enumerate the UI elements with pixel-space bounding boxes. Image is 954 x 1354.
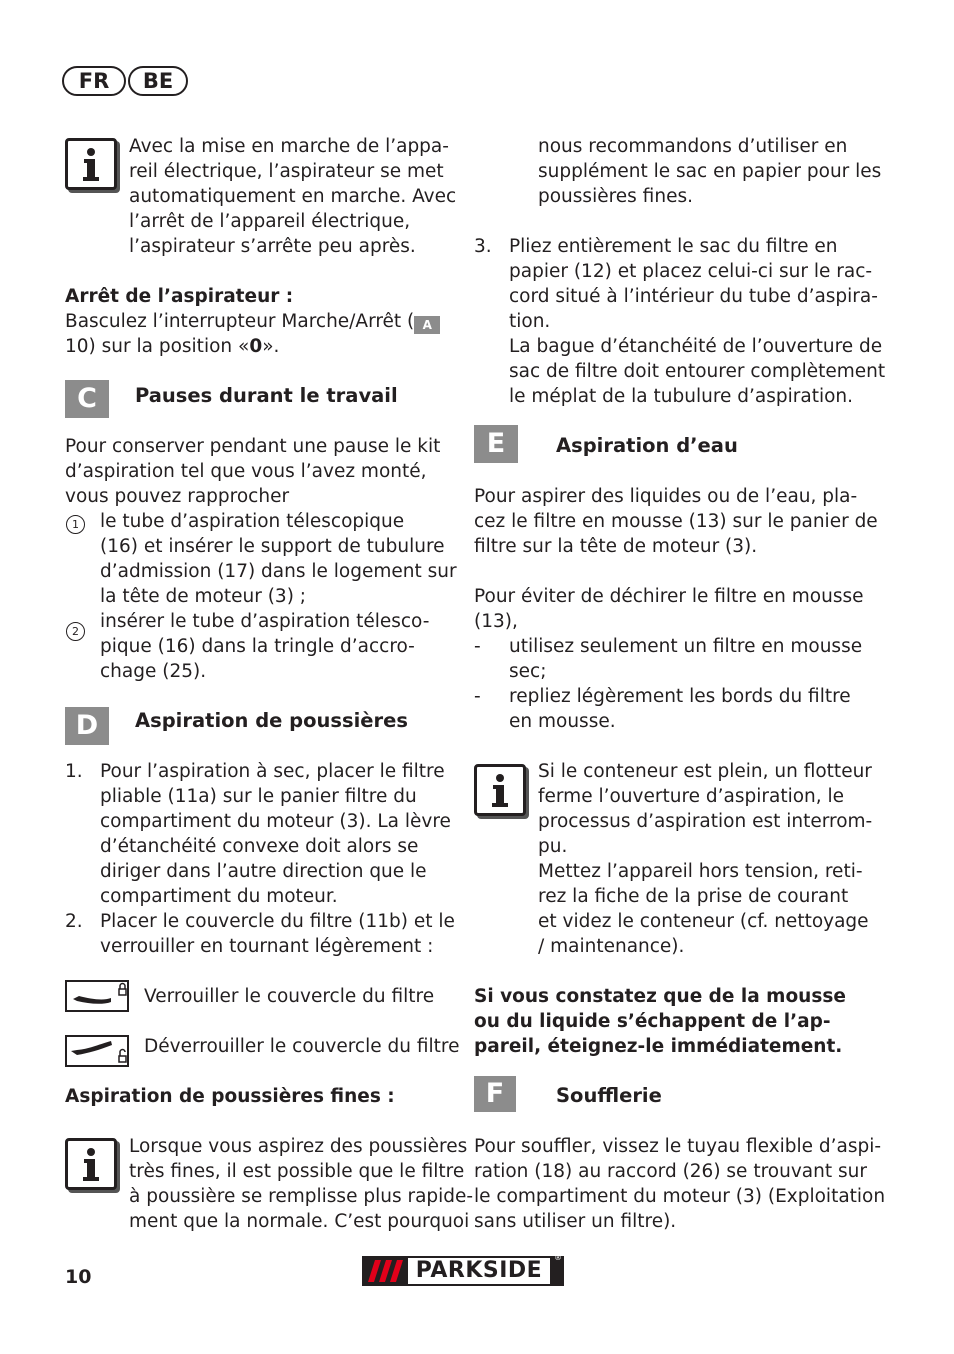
section-title-f: Soufflerie xyxy=(556,1084,662,1107)
paragraph-line: sans utiliser un filtre). xyxy=(474,1211,677,1232)
unlock-icon xyxy=(65,1035,129,1067)
lock-label: Verrouiller le couvercle du filtre xyxy=(144,986,435,1007)
step-line: tion. xyxy=(509,311,551,332)
info-text-line: l’aspirateur s’arrête peu après. xyxy=(129,236,416,257)
logo-wordmark: PARKSIDE xyxy=(406,1256,552,1286)
step-line: Pour l’aspiration à sec, placer le filtre xyxy=(100,761,445,782)
stop-text-line xyxy=(65,309,440,334)
paragraph-line: Pour aspirer des liquides ou de l’eau, pla- xyxy=(474,486,858,507)
info-icon xyxy=(474,764,526,816)
warning-line: ou du liquide s’échappent de l’ap- xyxy=(474,1011,831,1032)
paragraph-line: d’aspiration tel que vous l’avez monté, xyxy=(65,461,427,482)
step-number: 3. xyxy=(474,236,492,257)
paragraph-line: nous recommandons d’utiliser en xyxy=(538,136,848,157)
off-position-value: 0 xyxy=(249,336,263,357)
info-text-line: l’arrêt de l’appareil électrique, xyxy=(129,211,411,232)
list-item-line: insérer le tube d’aspiration télesco- xyxy=(100,611,430,632)
info-text-line: Lorsque vous aspirez des poussières xyxy=(129,1136,468,1157)
step-line: verrouiller en tournant légèrement : xyxy=(100,936,434,957)
figure-ref-badge: A xyxy=(414,316,440,334)
list-item-line: pique (16) dans la tringle d’accro- xyxy=(100,636,415,657)
info-text-line: à poussière se remplisse plus rapide- xyxy=(129,1186,474,1207)
step-line: pliable (11a) sur le panier filtre du xyxy=(100,786,417,807)
bullet-dash: - xyxy=(474,636,481,657)
paragraph-line: (13), xyxy=(474,611,518,632)
paragraph-line: Pour éviter de déchirer le filtre en mousse xyxy=(474,586,864,607)
paragraph-line: le compartiment du moteur (3) (Exploitation xyxy=(474,1186,886,1207)
bullet-line: repliez légèrement les bords du filtre xyxy=(509,686,851,707)
lang-badge-fr: FR xyxy=(62,66,126,96)
stop-text-line xyxy=(65,334,279,359)
list-item-line: le tube d’aspiration télescopique xyxy=(100,511,405,532)
warning-line: pareil, éteignez-le immédiatement. xyxy=(474,1036,843,1057)
section-title-c: Pauses durant le travail xyxy=(135,384,398,407)
section-title-d: Aspiration de poussières xyxy=(135,709,408,732)
page-number: 10 xyxy=(65,1266,92,1288)
info-text-line: et videz le conteneur (cf. nettoyage xyxy=(538,911,869,932)
step-line: cord situé à l’intérieur du tube d’aspira- xyxy=(509,286,878,307)
lock-icon xyxy=(65,980,129,1012)
section-title-e: Aspiration d’eau xyxy=(556,434,738,457)
info-icon xyxy=(65,1138,117,1190)
paragraph-line: cez le filtre en mousse (13) sur le panier de xyxy=(474,511,878,532)
bullet-line: en mousse. xyxy=(509,711,616,732)
circled-number: 2 xyxy=(66,622,85,641)
bullet-dash: - xyxy=(474,686,481,707)
parkside-logo xyxy=(362,1253,564,1286)
paragraph-line: vous pouvez rapprocher xyxy=(65,486,290,507)
list-item-line: la tête de moteur (3) ; xyxy=(100,586,307,607)
paragraph-line: filtre sur la tête de moteur (3). xyxy=(474,536,758,557)
warning-line: Si vous constatez que de la mousse xyxy=(474,986,846,1007)
bullet-line: utilisez seulement un filtre en mousse xyxy=(509,636,863,657)
list-item-line: (16) et insérer le support de tubulure xyxy=(100,536,445,557)
stop-heading: Arrêt de l’aspirateur : xyxy=(65,286,294,307)
info-text-line: / maintenance). xyxy=(538,936,685,957)
logo-stripes-icon xyxy=(368,1260,404,1282)
unlock-label: Déverrouiller le couvercle du filtre xyxy=(144,1036,460,1057)
step-line: compartiment du moteur. xyxy=(100,886,338,907)
info-text-line: Si le conteneur est plein, un flotteur xyxy=(538,761,872,782)
section-letter-c: C xyxy=(65,380,109,418)
info-text-line: très fines, il est possible que le filtre xyxy=(129,1161,465,1182)
registered-mark: ® xyxy=(554,1253,562,1262)
info-text-line: pu. xyxy=(538,836,568,857)
paragraph-line: supplément le sac en papier pour les xyxy=(538,161,882,182)
stop-text-part: 10) sur la position « xyxy=(65,336,250,357)
stop-text-part: ». xyxy=(262,336,280,357)
info-text-line: reil électrique, l’aspirateur se met xyxy=(129,161,444,182)
step-line: Placer le couvercle du filtre (11b) et le xyxy=(100,911,455,932)
paragraph-line: Pour souffler, vissez le tuyau flexible d’aspi- xyxy=(474,1136,882,1157)
step-line: le méplat de la tubulure d’aspiration. xyxy=(509,386,854,407)
info-icon xyxy=(65,138,117,190)
paragraph-line: Pour conserver pendant une pause le kit xyxy=(65,436,441,457)
step-line: Pliez entièrement le sac du filtre en xyxy=(509,236,838,257)
fine-dust-heading: Aspiration de poussières fines : xyxy=(65,1086,395,1107)
info-text-line: ment que la normale. C’est pourquoi xyxy=(129,1211,470,1232)
list-item-line: d’admission (17) dans le logement sur xyxy=(100,561,457,582)
list-item-line: chage (25). xyxy=(100,661,207,682)
step-line: diriger dans l’autre direction que le xyxy=(100,861,427,882)
section-letter-f: F xyxy=(474,1076,516,1112)
paragraph-line: ration (18) au raccord (26) se trouvant sur xyxy=(474,1161,867,1182)
section-letter-e: E xyxy=(474,425,518,463)
circled-number: 1 xyxy=(66,515,85,534)
info-text-line: automatiquement en marche. Avec xyxy=(129,186,457,207)
info-text-line: ferme l’ouverture d’aspiration, le xyxy=(538,786,845,807)
step-line: d’étanchéité convexe doit alors se xyxy=(100,836,419,857)
step-line: sac de filtre doit entourer complètement xyxy=(509,361,886,382)
step-number: 2. xyxy=(65,911,83,932)
info-text-line: processus d’aspiration est interrom- xyxy=(538,811,873,832)
info-text-line: Avec la mise en marche de l’appa- xyxy=(129,136,449,157)
step-number: 1. xyxy=(65,761,83,782)
step-line: La bague d’étanchéité de l’ouverture de xyxy=(509,336,883,357)
step-line: papier (12) et placez celui-ci sur le rac- xyxy=(509,261,873,282)
info-text-line: rez la fiche de la prise de courant xyxy=(538,886,849,907)
section-letter-d: D xyxy=(65,707,109,745)
lang-badge-be: BE xyxy=(128,66,188,96)
paragraph-line: poussières fines. xyxy=(538,186,693,207)
bullet-line: sec; xyxy=(509,661,547,682)
info-text-line: Mettez l’appareil hors tension, reti- xyxy=(538,861,863,882)
stop-text-part: Basculez l’interrupteur Marche/Arrêt ( xyxy=(65,311,415,332)
step-line: compartiment du moteur (3). La lèvre xyxy=(100,811,451,832)
